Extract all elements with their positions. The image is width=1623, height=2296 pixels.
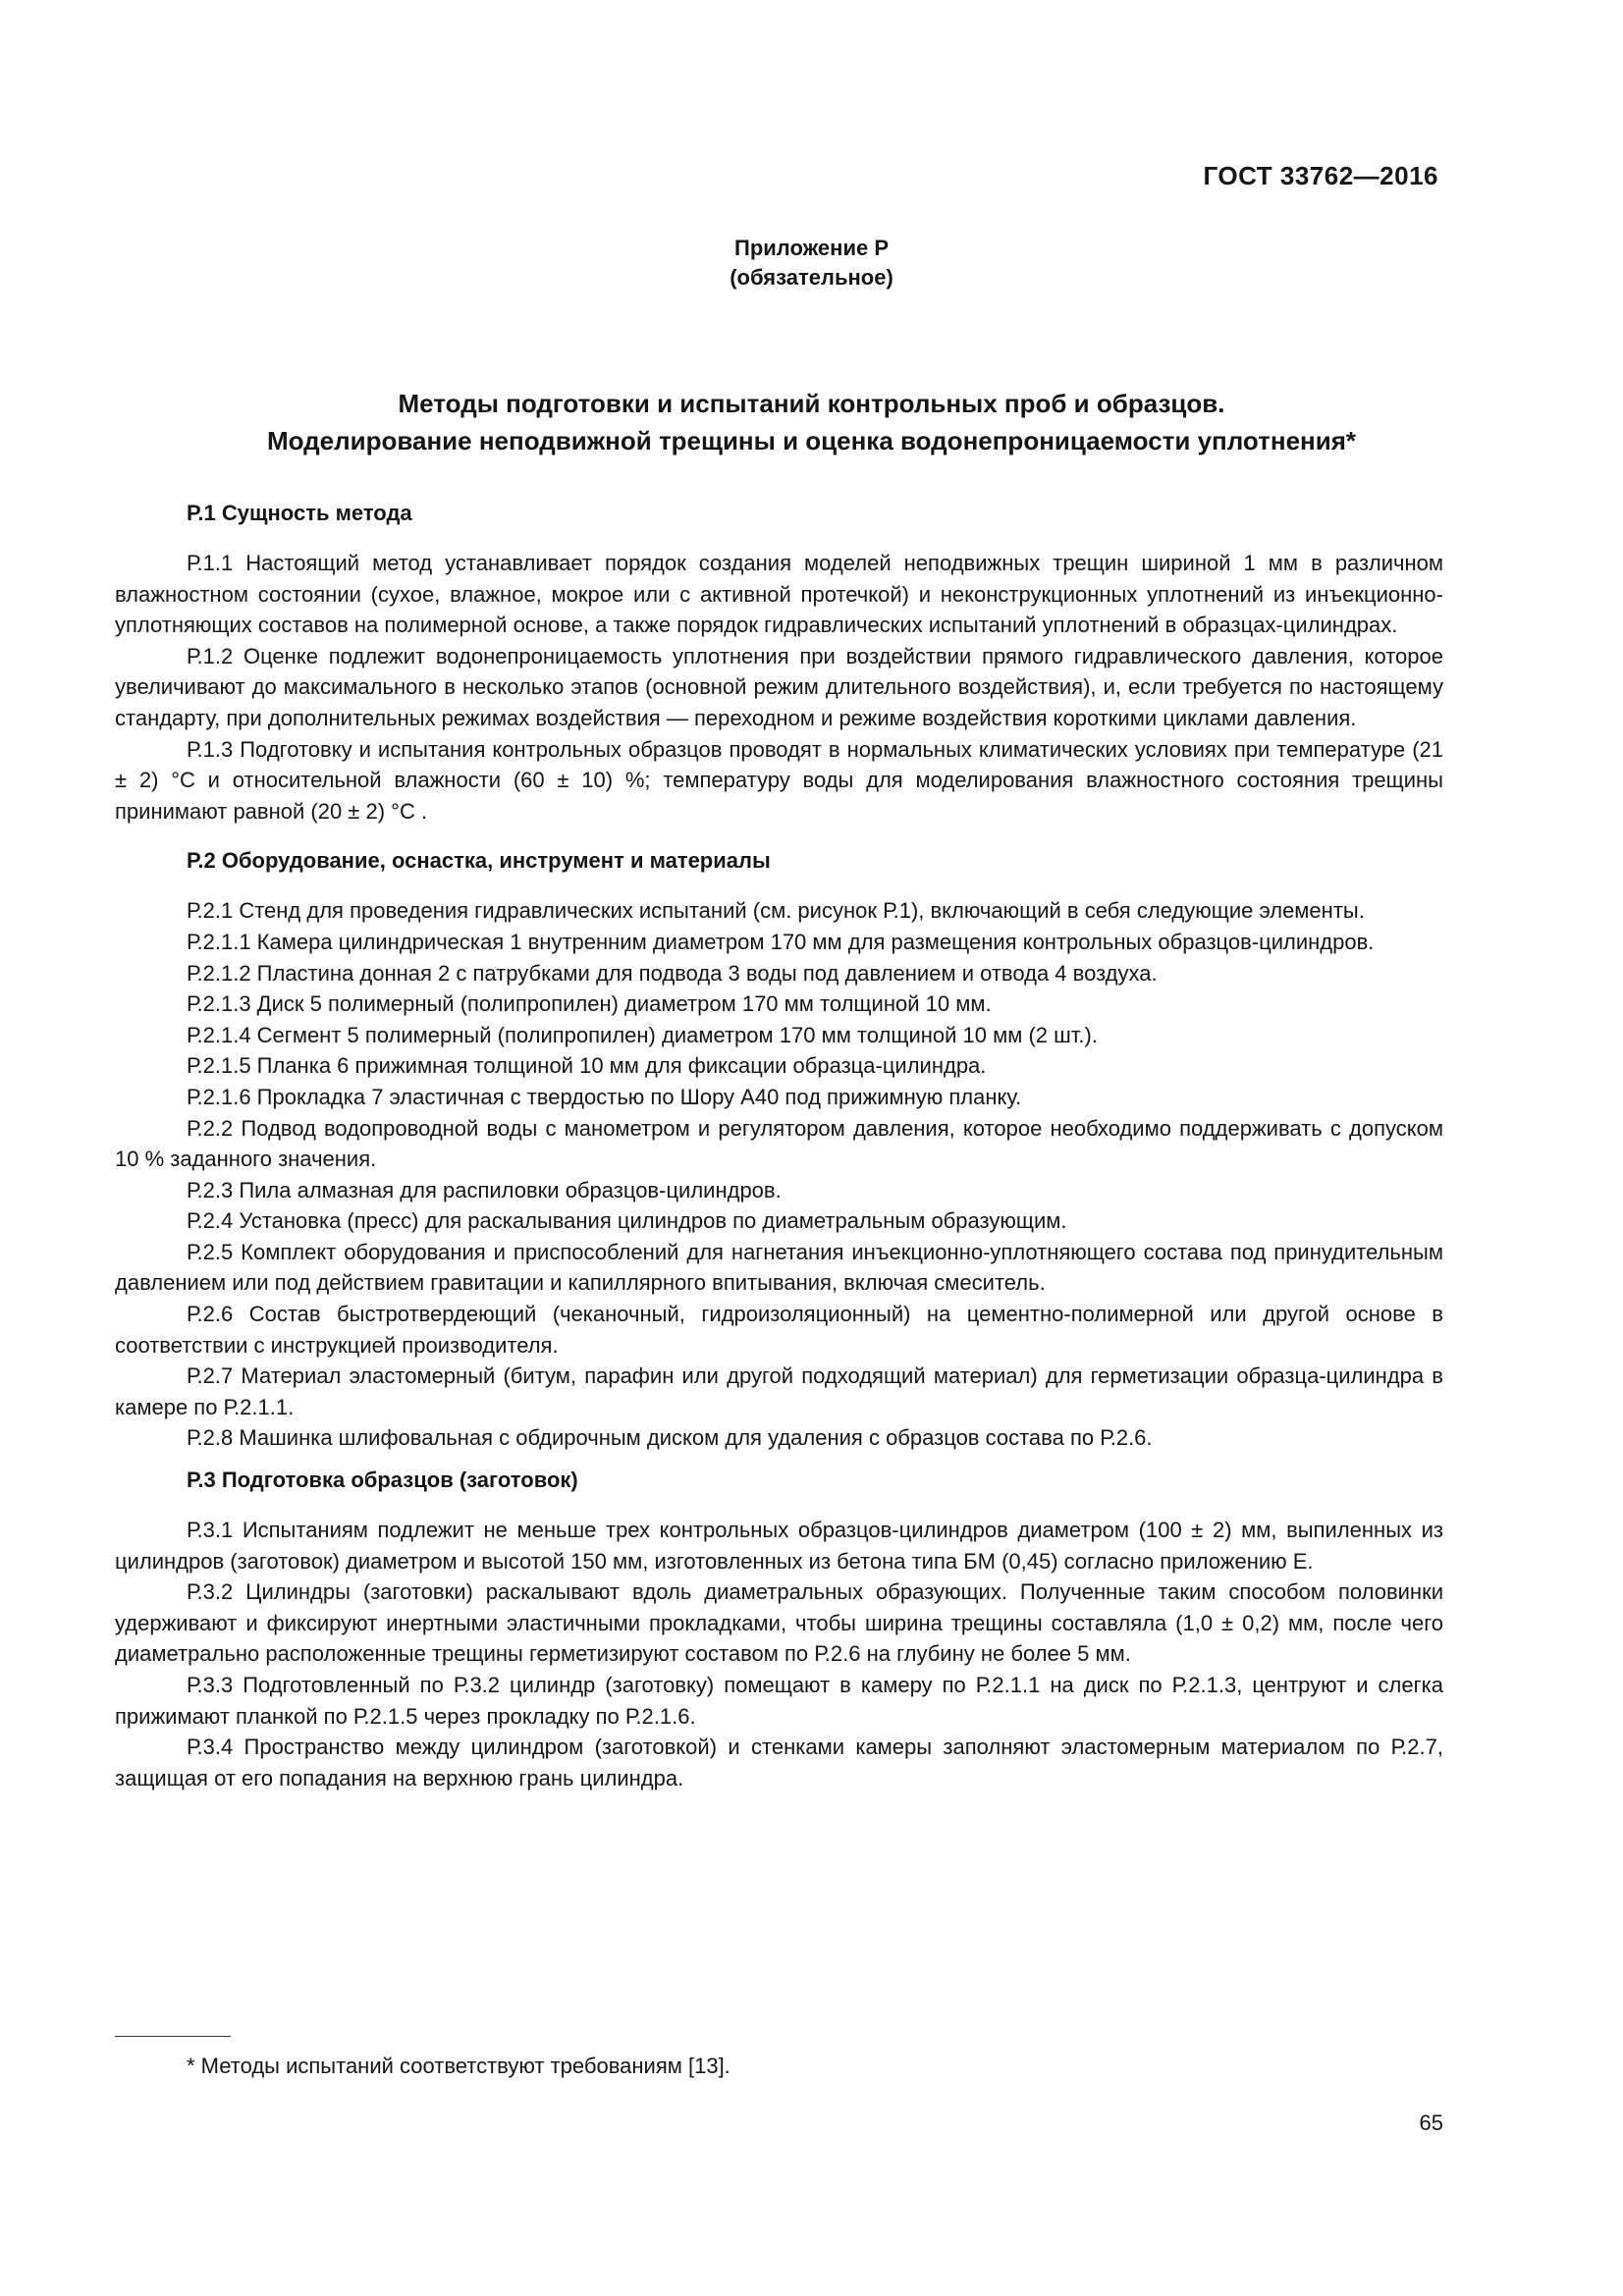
paragraph: Р.2.1 Стенд для проведения гидравлических испытаний (см. рисунок Р.1), включающий в себя следующие элементы. (187, 898, 1365, 924)
standard-code: ГОСТ 33762—2016 (1203, 161, 1438, 190)
footnote: * Методы испытаний соответствуют требованиям [13]. (187, 2054, 730, 2078)
document-title (0, 385, 1623, 459)
paragraph: Р.2.1.1 Камера цилиндрическая 1 внутренним диаметром 170 мм для размещения контрольных образцов-цилиндров. (187, 929, 1375, 954)
footnote-divider (115, 2036, 231, 2037)
paragraph: Р.3.3 Подготовленный по Р.3.2 цилиндр (заготовку) помещают в камеру по Р.2.1.1 на диск по Р.2.1.3, центруют и слегка прижимают планкой по Р.2.1.5 через прокладку по Р.2.1.6. (115, 1673, 1443, 1729)
paragraph: Р.2.2 Подвод водопроводной воды с манометром и регулятором давления, которое необходимо поддерживать с допуском 10 % заданного значения. (115, 1115, 1443, 1172)
paragraph: Р.3.1 Испытаниям подлежит не меньше трех контрольных образцов-цилиндров диаметром (100 ± 2) мм, выпиленных из цилиндров (заготовок) диаметром и высотой 150 мм, изготовленных из бетона типа БМ (0,45) согласно приложению Е. (115, 1518, 1443, 1574)
section-p3 (115, 1466, 1443, 1793)
appendix-heading (0, 234, 1623, 293)
paragraph: Р.2.8 Машинка шлифовальная с обдирочным диском для удаления с образцов состава по Р.2.6. (187, 1425, 1153, 1451)
paragraph: Р.2.3 Пила алмазная для распиловки образцов-цилиндров. (187, 1177, 782, 1202)
section-heading: Р.2 Оборудование, оснастка, инструмент и материалы (187, 848, 771, 874)
paragraph: Р.2.1.2 Пластина донная 2 с патрубками для подвода 3 воды под давлением и отвода 4 воздуха. (187, 960, 1158, 986)
section-heading: Р.3 Подготовка образцов (заготовок) (187, 1468, 578, 1493)
page-number: 65 (1419, 2110, 1443, 2135)
section-p1 (115, 499, 1443, 827)
paragraph: Р.3.4 Пространство между цилиндром (заготовкой) и стенками камеры заполняют эластомерным материалом по Р.2.7, защищая от его попадания на верхнюю грань цилиндра. (115, 1735, 1443, 1790)
paragraph: Р.2.1.5 Планка 6 прижимная толщиной 10 мм для фиксации образца-цилиндра. (187, 1053, 987, 1079)
section-p2 (115, 846, 1443, 1454)
paragraph: Р.2.4 Установка (пресс) для раскалывания цилиндров по диаметральным образующим. (187, 1208, 1067, 1234)
paragraph: Р.2.6 Состав быстротвердеющий (чеканочный, гидроизоляционный) на цементно-полимерной или другой основе в соответствии с инструкцией производителя. (115, 1302, 1443, 1358)
title-line-1: Методы подготовки и испытаний контрольных проб и образцов. (398, 389, 1225, 418)
paragraph: Р.3.2 Цилиндры (заготовки) раскалывают вдоль диаметральных образующих. Полученные таким способом половинки удерживают и фиксируют инертными эластичными прокладками, чтобы ширина трещины составляла (1,0 ± 0,2) мм, после чего диаметрально расположенные трещины герметизируют составом по Р.2.6 на глубину не более 5 мм. (115, 1579, 1443, 1667)
paragraph: Р.2.1.6 Прокладка 7 эластичная с твердостью по Шору А40 под прижимную планку. (187, 1084, 1022, 1109)
paragraph: Р.1.3 Подготовку и испытания контрольных образцов проводят в нормальных климатических условиях при температуре (21 ± 2) °С и относительной влажности (60 ± 10) %; температуру воды для моделирования влажностного состояния трещины принимают равной (20 ± 2) °С . (115, 736, 1443, 824)
paragraph: Р.2.1.3 Диск 5 полимерный (полипропилен) диаметром 170 мм толщиной 10 мм. (187, 991, 992, 1017)
title-line-2: Моделирование неподвижной трещины и оценка водонепроницаемости уплотнения* (266, 426, 1357, 455)
paragraph: Р.2.7 Материал эластомерный (битум, парафин или другой подходящий материал) для герметизации образца-цилиндра в камере по Р.2.1.1. (115, 1363, 1443, 1419)
paragraph: Р.2.1.4 Сегмент 5 полимерный (полипропилен) диаметром 170 мм толщиной 10 мм (2 шт.). (187, 1022, 1098, 1047)
section-heading: Р.1 Сущность метода (187, 501, 412, 525)
paragraph: Р.2.5 Комплект оборудования и приспособлений для нагнетания инъекционно-уплотняющего состава под принудительным давлением или под действием гравитации и капиллярного впитывания, включая смеситель. (115, 1239, 1443, 1296)
document-body (115, 499, 1443, 1793)
appendix-label: Приложение Р (734, 236, 889, 260)
paragraph: Р.1.1 Настоящий метод устанавливает порядок создания моделей неподвижных трещин шириной 1 мм в различном влажностном состоянии (сухое, влажное, мокрое или с активной протечкой) и неконструкционных уплотнений из инъекционно-уплотняющих составов на полимерной основе, а также порядок гидравлических испытаний уплотнений в образцах-цилиндрах. (115, 551, 1443, 638)
paragraph: Р.1.2 Оценке подлежит водонепроницаемость уплотнения при воздействии прямого гидравлического давления, которое увеличивают до максимального в несколько этапов (основной режим длительного воздействия), и, если требуется по настоящему стандарту, при дополнительных режимах воздействия — переходном и режиме воздействия короткими циклами давления. (115, 643, 1443, 730)
appendix-status: (обязательное) (730, 265, 893, 290)
